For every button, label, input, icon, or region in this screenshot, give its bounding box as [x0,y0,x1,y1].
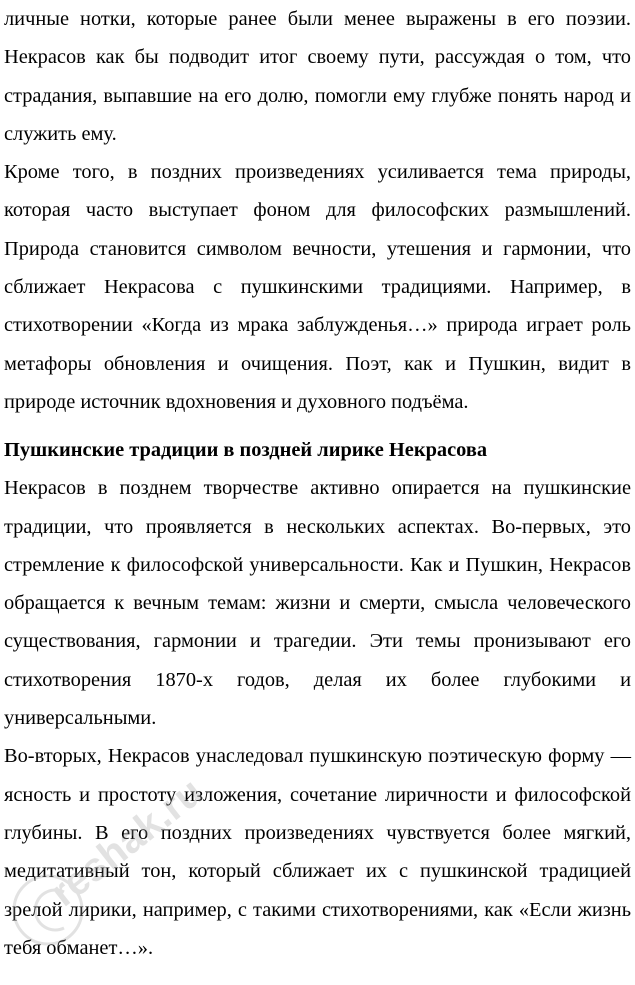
paragraph-3: Некрасов в позднем творчестве активно опирается на пушкинские традиции, что проявляется в нескольких аспектах. Во-первых, это стремление к философской универсальности. Как и Пушкин, Некрасов обращается к вечным темам: жизни и смерти, смысла человеческого существования, гармонии и трагедии. Эти темы пронизывают его стихотворения 1870-х годов, делая их более глубокими и универсальными. [4,477,631,730]
watermark-text: reshak.ru [42,769,212,916]
paragraph-4: Во-вторых, Некрасов унаследовал пушкинскую поэтическую форму — ясность и простоту изложения, сочетание лиричности и философской глубины. В его поздних произведениях чувствуется более мягкий, медитативный тон, который сближает их с пушкинской традицией зрелой лирики, например, с такими стихотворениями, как «Если жизнь тебя обманет…». [4,745,631,959]
section-heading: Пушкинские традиции в поздней лирике Некрасова [4,439,488,462]
paragraph-2: Кроме того, в поздних произведениях усиливается тема природы, которая часто выступает фоном для философских размышлений. Природа становится символом вечности, утешения и гармонии, что сближает Некрасова с пушкинскими традициями. Например, в стихотворении «Когда из мрака заблужденья…» природа играет роль метафоры обновления и очищения. Поэт, как и Пушкин, видит в природе источник вдохновения и духовного подъёма. [4,161,631,413]
paragraph-1: личные нотки, которые ранее были менее выражены в его поэзии. Некрасов как бы подводит итог своему пути, рассуждая о том, что страдания, выпавшие на его долю, помогли ему глубже понять народ и служить ему. [4,8,631,145]
